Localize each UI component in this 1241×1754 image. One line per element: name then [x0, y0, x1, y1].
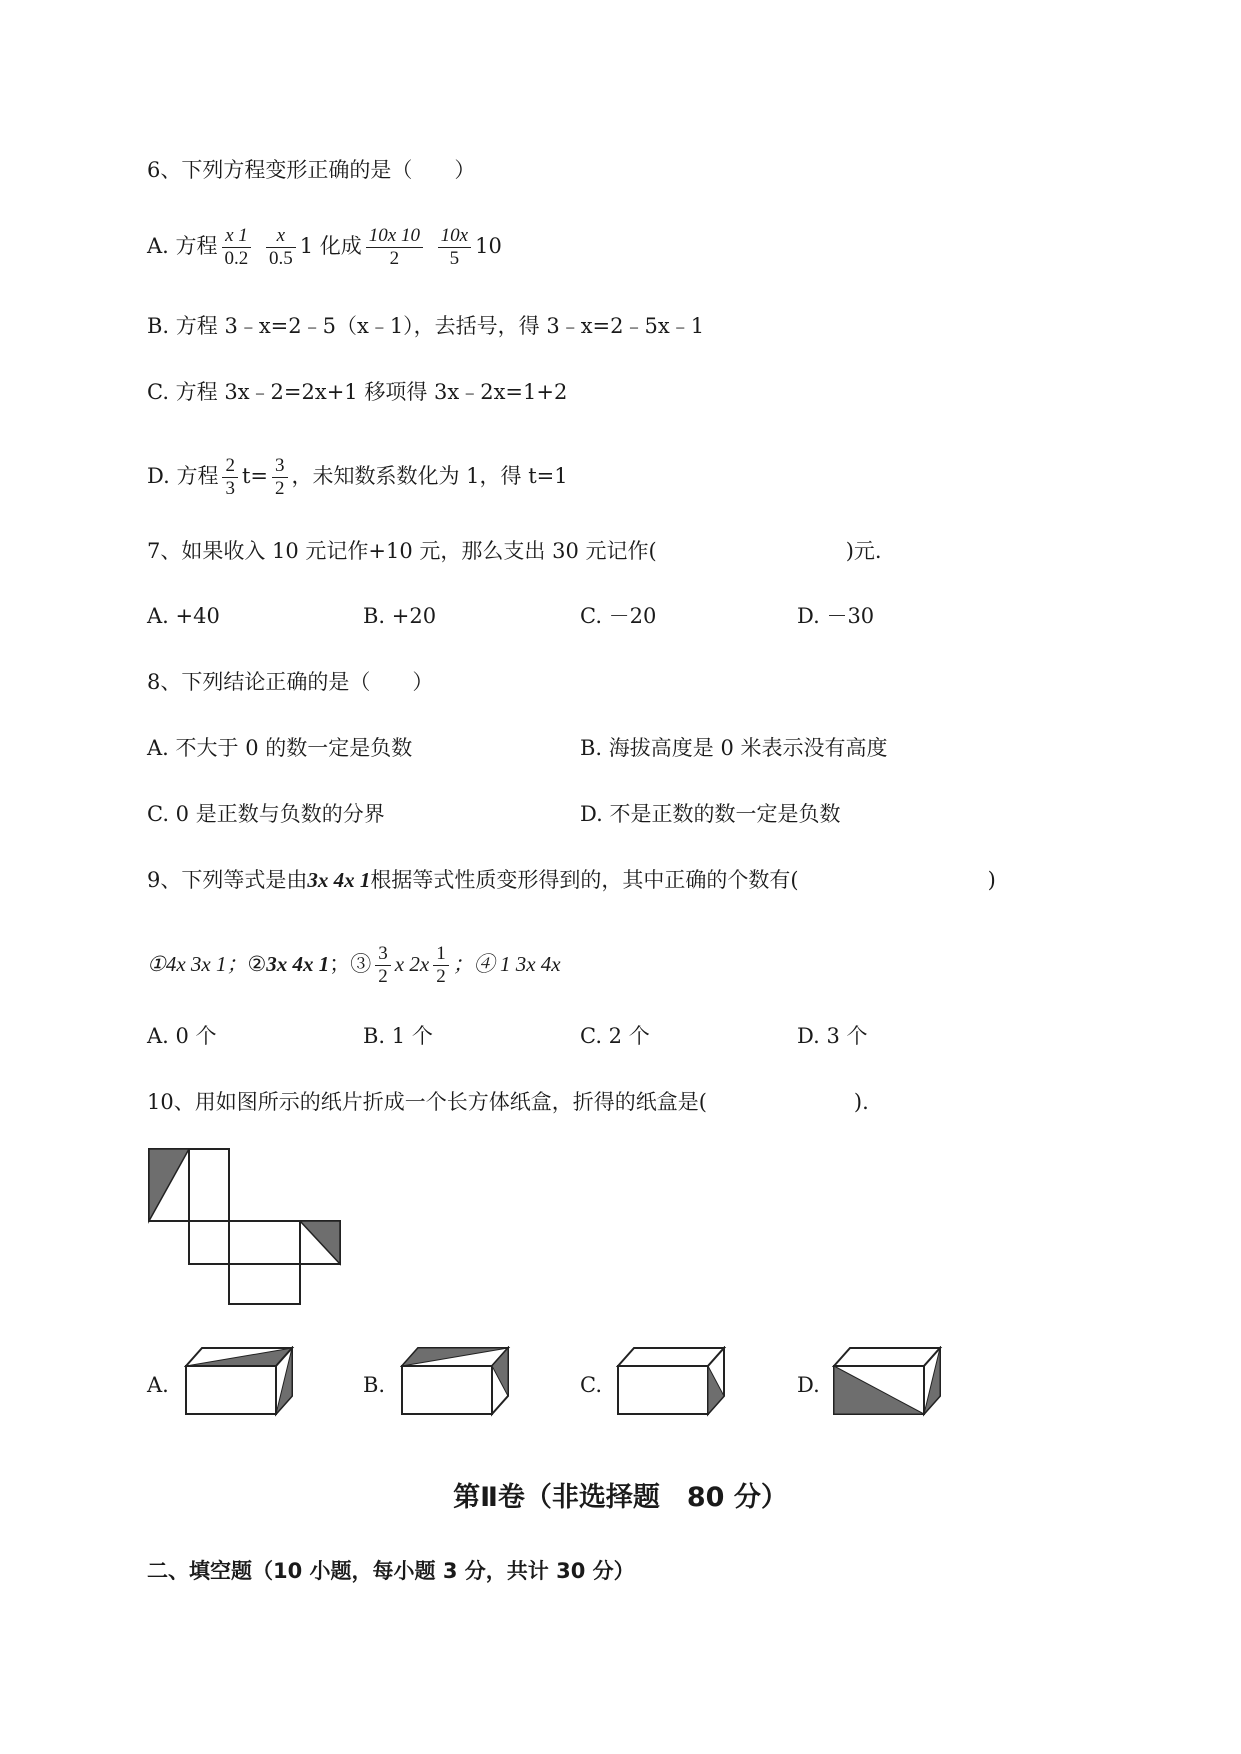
q7-stem: 7、如果收入 10 元记作+10 元，那么支出 30 元记作( )元. — [147, 539, 882, 563]
q8-option-a: A. 不大于 0 的数一定是负数 — [147, 736, 413, 760]
q9-items — [147, 943, 561, 988]
q10-option-a-label: A. — [147, 1373, 169, 1397]
q7-option-b: B. +20 — [363, 604, 437, 628]
q6-d-frac2: $\frac{3}{2}$ — [272, 455, 288, 500]
q6-a-frac1: $\frac{x 1}{0.2}$ — [222, 225, 252, 270]
q9-item-3-end: ；④ 1 3x 4x — [452, 952, 561, 976]
q6-option-c: C. 方程 3x﹣2=2x+1 移项得 3x﹣2x=1+2 — [147, 380, 568, 404]
q6-d-prefix: D. 方程 — [147, 464, 219, 488]
q9-option-d: D. 3 个 — [797, 1024, 868, 1048]
q6-d-end: ，未知数系数化为 1，得 t=1 — [291, 464, 568, 488]
q7-option-a: A. +40 — [147, 604, 220, 628]
part2-title: 第Ⅱ卷（非选择题 80 分） — [453, 1482, 788, 1513]
q6-option-d — [147, 455, 568, 500]
q9-stem-suffix: 根据等式性质变形得到的，其中正确的个数有( ) — [370, 868, 996, 892]
q9-stem — [147, 865, 996, 895]
q9-item-2-end: ；③ — [329, 952, 372, 976]
q9-item-3-frac: $\frac{3}{2}$ — [375, 943, 391, 988]
q6-option-a — [147, 225, 502, 270]
q9-stem-prefix: 9、下列等式是由 — [147, 868, 308, 892]
q6-a-frac3: $\frac{10x 10}{2}$ — [366, 225, 423, 270]
q10-option-d-label: D. — [797, 1373, 820, 1397]
q6-a-end: 10 — [475, 234, 502, 258]
q10-option-b-label: B. — [363, 1373, 386, 1397]
q9-stem-equation: 3x 4x 1 — [307, 868, 371, 892]
q9-item-2-equation: 3x 4x 1 — [266, 952, 330, 976]
q7-option-d: D. －30 — [797, 604, 875, 628]
q6-option-b: B. 方程 3﹣x=2﹣5（x﹣1），去括号，得 3﹣x=2﹣5x﹣1 — [147, 314, 705, 338]
q6-a-prefix: A. 方程 — [147, 234, 218, 258]
q8-option-b: B. 海拔高度是 0 米表示没有高度 — [580, 736, 888, 760]
q9-option-b: B. 1 个 — [363, 1024, 433, 1048]
q8-option-c: C. 0 是正数与负数的分界 — [147, 802, 385, 826]
q6-stem: 6、下列方程变形正确的是（ ） — [147, 158, 476, 182]
q9-item-1: ①4x 3x 1； — [147, 952, 248, 976]
q6-d-frac1: $\frac{2}{3}$ — [222, 455, 238, 500]
q9-item-2-prefix: ② — [247, 952, 267, 976]
q9-option-c: C. 2 个 — [580, 1024, 650, 1048]
q6-a-frac4: $\frac{10x}{5}$ — [438, 225, 471, 270]
q10-stem: 10、用如图所示的纸片折成一个长方体纸盒，折得的纸盒是( ). — [147, 1090, 869, 1114]
q10-option-c-label: C. — [580, 1373, 602, 1397]
q7-option-c: C. －20 — [580, 604, 657, 628]
q9-item-3-mid: x 2x — [394, 952, 430, 976]
q8-option-d: D. 不是正数的数一定是负数 — [580, 802, 841, 826]
section-2-heading: 二、填空题（10 小题，每小题 3 分，共计 30 分） — [147, 1559, 635, 1583]
q6-d-mid: t= — [241, 464, 268, 488]
q6-a-mid: 1 化成 — [299, 234, 362, 258]
q10-option-c-box — [616, 1346, 728, 1418]
box-net-figure — [146, 1146, 346, 1306]
q10-option-a-box — [184, 1346, 296, 1418]
q9-option-a: A. 0 个 — [147, 1024, 217, 1048]
q9-item-3-frac2: $\frac{1}{2}$ — [433, 943, 449, 988]
q6-a-frac2: $\frac{x}{0.5}$ — [266, 225, 296, 270]
q8-stem: 8、下列结论正确的是（ ） — [147, 670, 434, 694]
q10-option-b-box — [400, 1346, 512, 1418]
q10-option-d-box — [832, 1346, 944, 1418]
